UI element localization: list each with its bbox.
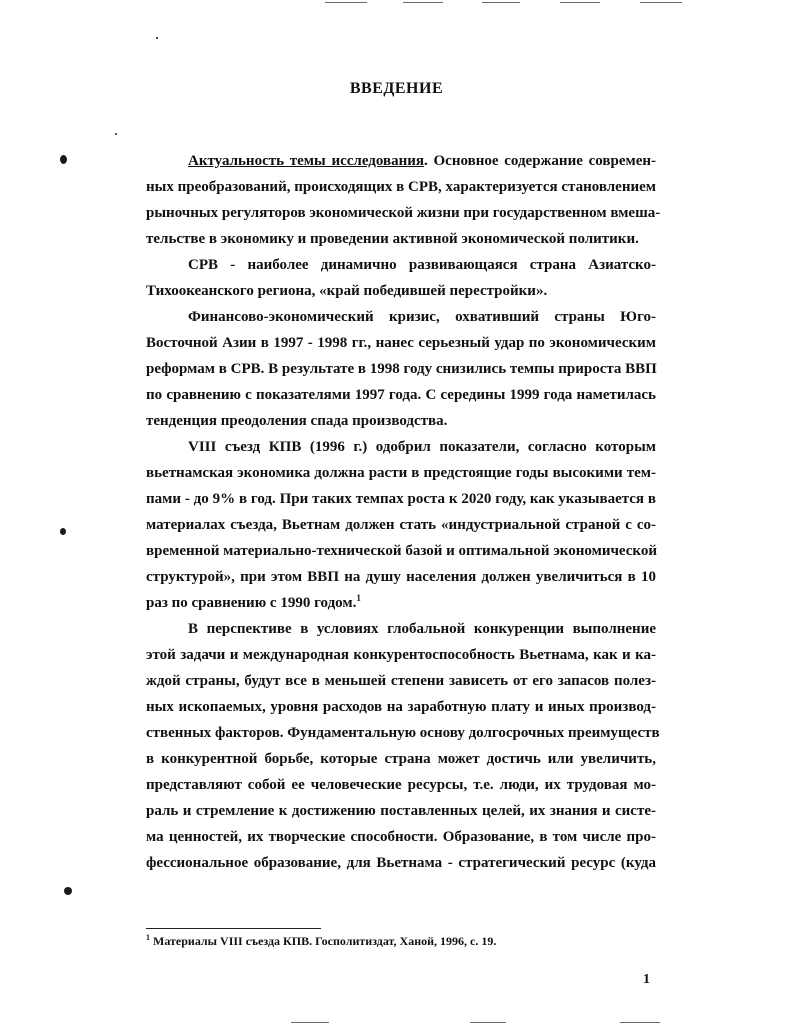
scan-artifact-top bbox=[403, 2, 443, 3]
paragraph-line: раль и стремление к достижению поставленных целей, их знания и систе- bbox=[146, 803, 656, 819]
paragraph-line: в конкурентной борьбе, которые страна может достичь или увеличить, bbox=[146, 751, 656, 767]
paragraph-line: реформам в СРВ. В результате в 1998 году снизились темпы прироста ВВП bbox=[146, 361, 657, 377]
scan-artifact-bottom bbox=[470, 1022, 506, 1023]
footnote-divider bbox=[146, 928, 321, 929]
scan-speck bbox=[64, 887, 72, 895]
topic-relevance-heading: Актуальность темы исследования bbox=[188, 153, 425, 169]
footnote-reference[interactable]: 1 bbox=[356, 593, 361, 603]
paragraph-line: В перспективе в условиях глобальной конкуренции выполнение bbox=[188, 621, 656, 637]
scan-artifact-top bbox=[640, 2, 682, 3]
paragraph-line: раз по сравнению с 1990 годом.$^1$ bbox=[146, 593, 361, 611]
scan-speck bbox=[156, 37, 158, 39]
paragraph-line: тельстве в экономику и проведении активной экономической политики. bbox=[146, 231, 639, 247]
scan-artifact-top bbox=[482, 2, 520, 3]
paragraph-line: по сравнению с показателями 1997 года. С середины 1999 года наметилась bbox=[146, 387, 656, 403]
paragraph-line: Восточной Азии в 1997 - 1998 гг., нанес серьезный удар по экономическим bbox=[146, 335, 656, 351]
scan-speck bbox=[60, 155, 67, 164]
paragraph-line: материалах съезда, Вьетнам должен стать «индустриальной страной с со- bbox=[146, 517, 656, 533]
paragraph-line: СРВ - наиболее динамично развивающаяся страна Азиатско- bbox=[188, 257, 656, 273]
paragraph-line: структурой», при этом ВВП на душу населения должен увеличиться в 10 bbox=[146, 569, 656, 585]
paragraph-line: ных ископаемых, уровня расходов на заработную плату и иных производ- bbox=[146, 699, 656, 715]
document-body bbox=[146, 148, 661, 876]
paragraph-line: ма ценностей, их творческие способности. Образование, в том числе про- bbox=[146, 829, 656, 845]
page-heading: ВВЕДЕНИЕ bbox=[349, 80, 444, 97]
paragraph-line: ственных факторов. Фундаментальную основу долгосрочных преимуществ bbox=[146, 725, 660, 741]
scan-artifact-top bbox=[325, 2, 367, 3]
scan-speck bbox=[60, 528, 66, 535]
paragraph-line: Тихоокеанского региона, «край победившей перестройки». bbox=[146, 283, 548, 299]
paragraph-line: Актуальность темы исследования. Основное содержание современ- bbox=[188, 153, 657, 169]
paragraph-line: ждой страны, будут все в меньшей степени зависеть от его запасов полез- bbox=[146, 673, 656, 689]
paragraph-line: фессиональное образование, для Вьетнама - стратегический ресурс (куда bbox=[146, 855, 656, 871]
paragraph-line: ных преобразований, происходящих в СРВ, характеризуется становлением bbox=[146, 179, 656, 195]
paragraph-line: Финансово-экономический кризис, охвативший страны Юго- bbox=[188, 309, 656, 325]
paragraph-line: тенденция преодоления спада производства. bbox=[146, 413, 448, 429]
scan-speck bbox=[115, 133, 117, 135]
footnote bbox=[146, 934, 496, 949]
page-number: 1 bbox=[643, 972, 650, 987]
paragraph-line: представляют собой ее человеческие ресурсы, т.е. люди, их трудовая мо- bbox=[146, 777, 656, 793]
scan-artifact-top bbox=[560, 2, 600, 3]
scan-artifact-bottom bbox=[620, 1022, 660, 1023]
paragraph-line: рыночных регуляторов экономической жизни при государственном вмеша- bbox=[146, 205, 661, 221]
footnote-mark: 1 bbox=[146, 933, 150, 942]
paragraph-line: этой задачи и международная конкурентоспособность Вьетнама, как и ка- bbox=[146, 647, 656, 663]
paragraph-line: вьетнамская экономика должна расти в предстоящие годы высокими тем- bbox=[146, 465, 656, 481]
paragraph-line: временной материально-технической базой и оптимальной экономической bbox=[146, 543, 658, 559]
footnote-text: Материалы VIII съезда КПВ. Госполитиздат, Ханой, 1996, с. 19. bbox=[153, 934, 497, 948]
paragraph-line: пами - до 9% в год. При таких темпах роста к 2020 году, как указывается в bbox=[146, 491, 656, 507]
paragraph-line: VIII съезд КПВ (1996 г.) одобрил показатели, согласно которым bbox=[188, 439, 656, 455]
scan-artifact-bottom bbox=[291, 1022, 329, 1023]
